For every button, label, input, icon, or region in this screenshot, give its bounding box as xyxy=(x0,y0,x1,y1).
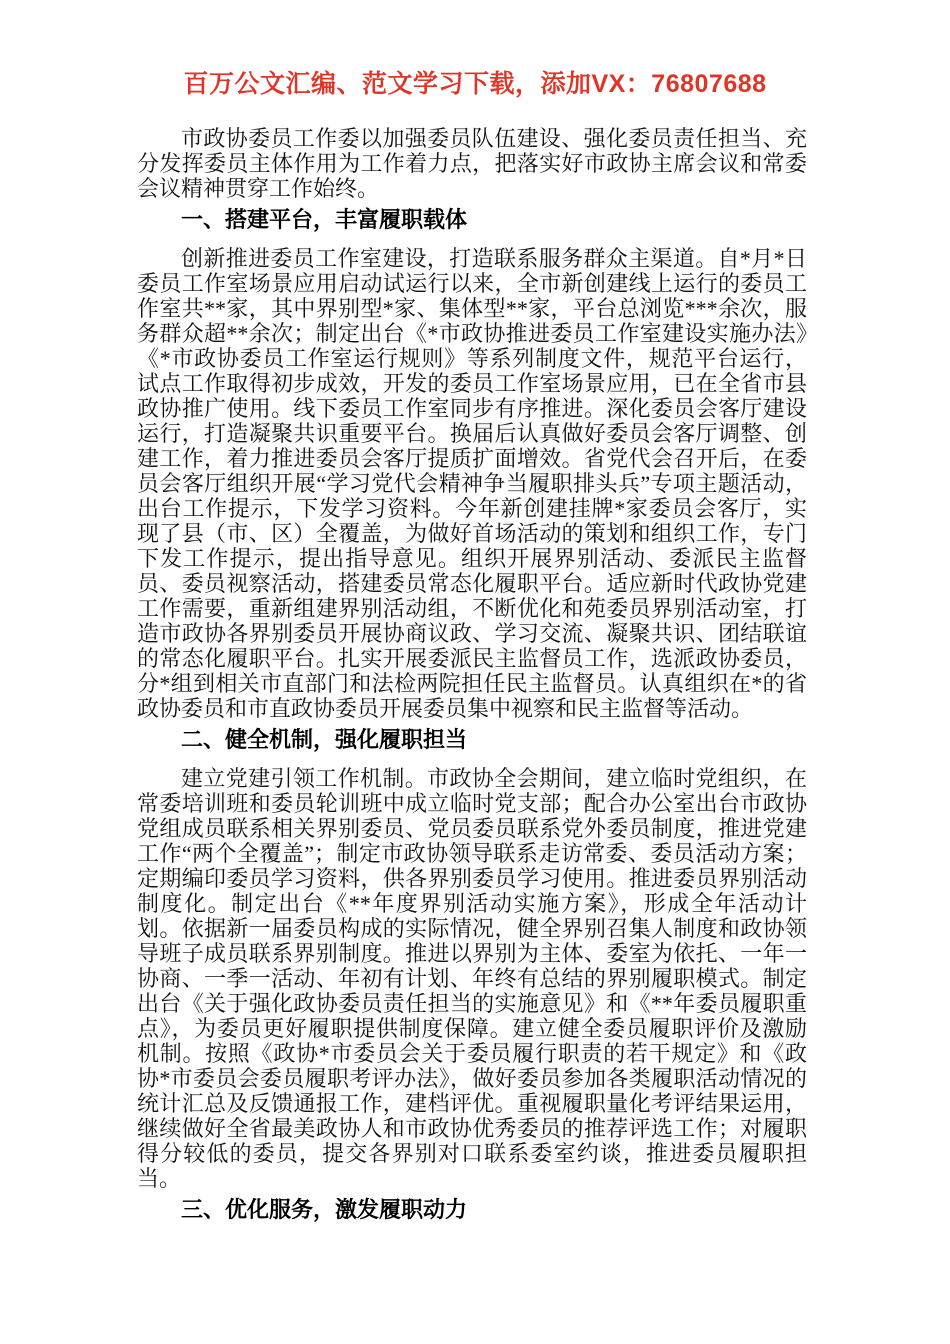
section-3-heading: 三、优化服务，激发履职动力 xyxy=(181,1196,468,1222)
section-1-body: 创新推进委员工作室建设，打造联系服务群众主渠道。自*月*日委员工作室场景应用启动试运行以来，全市新创建线上运行的委员工作室共**家，其中界别型*家、集体型**家，平台总浏览***余次，服务群众超**余次；制定出台《*市政协推进委员工作室建设实施办法》《*市政协委员工作室运行规则》等系列制度文件，规范平台运行，试点工作取得初步成效，开发的委员工作室场景应用，已在全省市县政协推广使用。线下委员工作室同步有序推进。深化委员会客厅建设运行，打造凝聚共识重要平台。换届后认真做好委员会客厅调整、创建工作，着力推进委员会客厅提质扩面增效。省党代会召开后，在委员会客厅组织开展“学习党代会精神争当履职排头兵”专项主题活动，出台工作提示，下发学习资料。今年新创建挂牌*家委员会客厅，实现了县（市、区）全覆盖，为做好首场活动的策划和组织工作，专门下发工作提示，提出指导意见。组织开展界别活动、委派民主监督员、委员视察活动，搭建委员常态化履职平台。适应新时代政协党建工作需要，重新组建界别活动组，不断优化和苑委员界别活动室，打造市政协各界别委员开展协商议政、学习交流、凝聚共识、团结联谊的常态化履职平台。扎实开展委派民主监督员工作，选派政协委员，分*组到相关市直部门和法检两院担任民主监督员。认真组织在*的省政协委员和市直政协委员开展委员集中视察和民主监督等活动。 xyxy=(137,245,807,721)
section-2-heading: 二、健全机制，强化履职担当 xyxy=(181,726,468,752)
promo-header-text: 百万公文汇编、范文学习下载，添加VX：76807688 xyxy=(183,70,767,98)
section-2-body: 建立党建引领工作机制。市政协全会期间，建立临时党组织，在常委培训班和委员轮训班中成立临时党支部；配合办公室出台市政协党组成员联系相关界别委员、党员委员联系党外委员制度，推进党建工作“两个全覆盖”；制定市政协领导联系走访常委、委员活动方案；定期编印委员学习资料，供各界别委员学习使用。推进委员界别活动制度化。制定出台《**年度界别活动实施方案》，形成全年活动计划。依据新一届委员构成的实际情况，健全界别召集人制度和政协领导班子成员联系界别制度。推进以界别为主体、委室为依托、一年一协商、一季一活动、年初有计划、年终有总结的界别履职模式。制定出台《关于强化政协委员责任担当的实施意见》和《**年委员履职重点》，为委员更好履职提供制度保障。建立健全委员履职评价及激励机制。按照《政协*市委员会关于委员履行职责的若干规定》和《政协*市委员会委员履职考评办法》，做好委员参加各类履职活动情况的统计汇总及反馈通报工作，建档评优。重视履职量化考评结果运用，继续做好全省最美政协人和市政协优秀委员的推荐评选工作；对履职得分较低的委员，提交各界别对口联系委室约谈，推进委员履职担当。 xyxy=(137,765,807,1191)
document-body xyxy=(137,126,807,1222)
section-1-heading: 一、搭建平台，丰富履职载体 xyxy=(181,206,468,232)
intro-paragraph: 市政协委员工作委以加强委员队伍建设、强化委员责任担当、充分发挥委员主体作用为工作着力点，把落实好市政协主席会议和常委会议精神贯穿工作始终。 xyxy=(137,125,807,201)
